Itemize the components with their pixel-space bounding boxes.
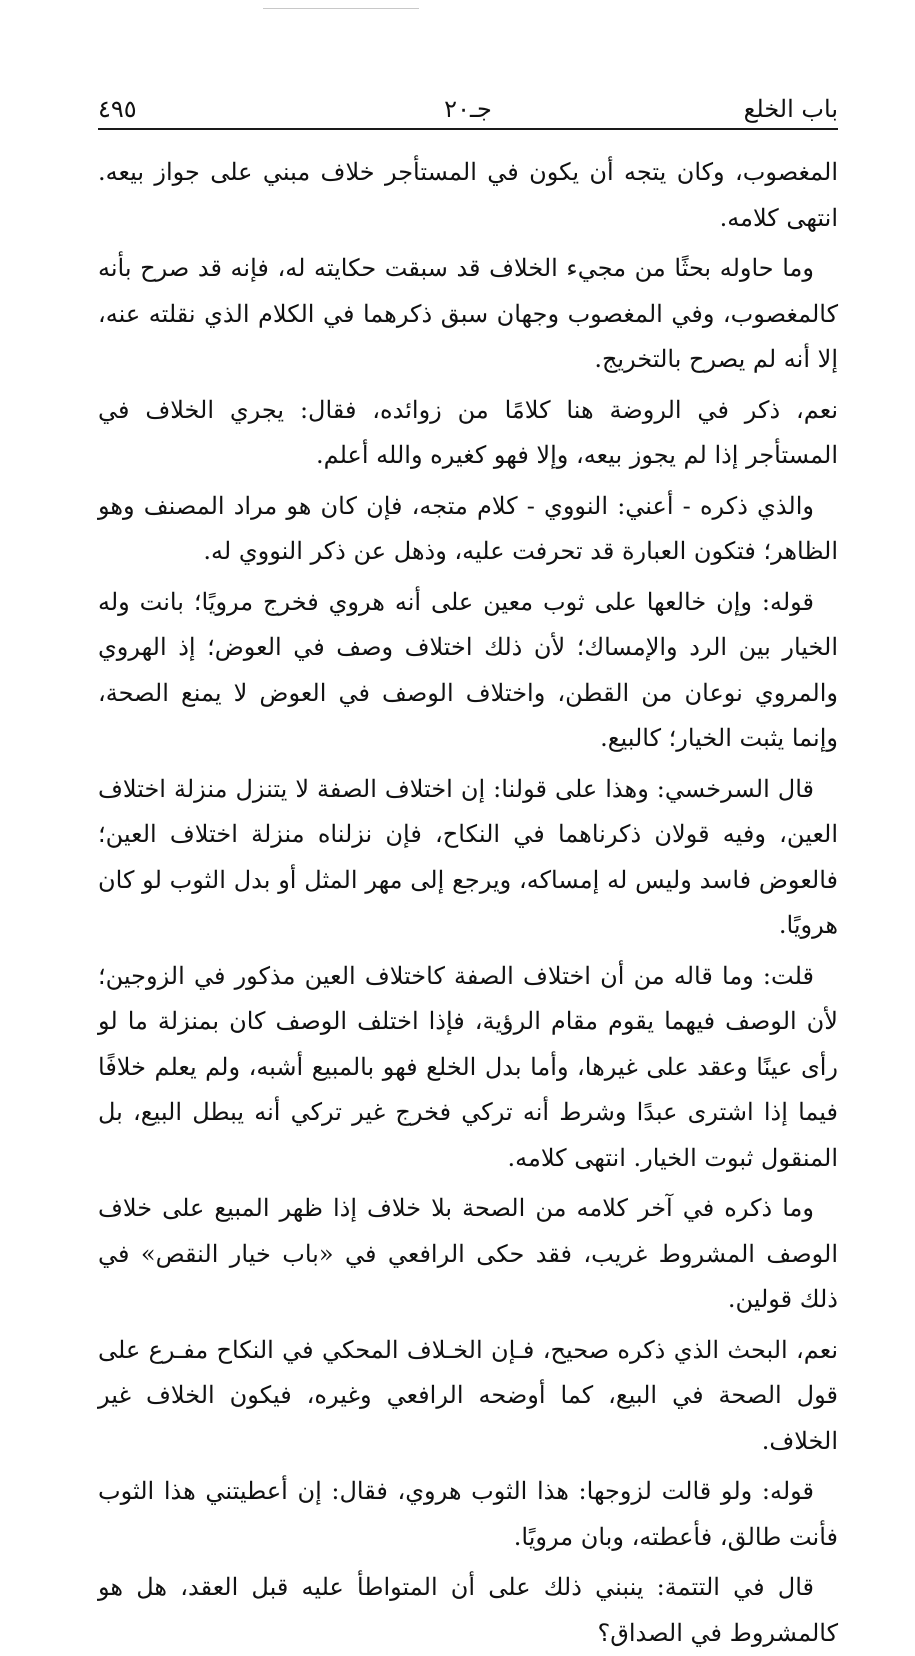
- running-header: [98, 94, 838, 130]
- paragraph: قوله: وإن خالعها على ثوب معين على أنه هروي فخرج مرويًا؛ بانت وله الخيار بين الرد والإمساك؛ لأن ذلك اختلاف وصف في العوض؛ إذ الهروي والمروي نوعان من القطن، واختلاف الوصف في العوض لا يمنع الصحة، وإنما يثبت الخيار؛ كالبيع.: [98, 587, 838, 752]
- paragraph: والذي ذكره - أعني: النووي - كلام متجه، فإن كان هو مراد المصنف وهو الظاهر؛ فتكون العبارة قد تحرفت عليه، وذهل عن ذكر النووي له.: [98, 491, 838, 565]
- paragraph: قال في التتمة: ينبني ذلك على أن المتواطأ عليه قبل العقد، هل هو كالمشروط في الصداق؟: [98, 1573, 838, 1647]
- header-page-number: ٤٩٥: [98, 95, 137, 123]
- paragraph: وما حاوله بحثًا من مجيء الخلاف قد سبقت حكايته له، فإنه قد صرح بأنه كالمغصوب، وفي المغصوب وجهان سبق ذكرهما في الكلام الذي نقلته عنه، إلا أنه لم يصرح بالتخريج.: [98, 254, 838, 373]
- header-rule: [98, 128, 838, 130]
- top-decorative-rule: [263, 8, 419, 9]
- paragraph: نعم، البحث الذي ذكره صحيح، فـإن الخـلاف المحكي في النكاح مفـرع على قول الصحة في البيع، كما أوضحه الرافعي وغيره، فيكون الخلاف غير الخلاف.: [98, 1335, 838, 1455]
- paragraph: قلت: وما قاله من أن اختلاف الصفة كاختلاف العين مذكور في الزوجين؛ لأن الوصف فيهما يقوم مقام الرؤية، فإذا اختلف الوصف كان بمنزلة ما لو رأى عينًا وعقد على غيرها، وأما بدل الخلع فهو بالمبيع أشبه، ولم يعلم خلافًا فيما إذا اشترى عبدًا وشرط أنه تركي فخرج غير تركي أنه يبطل البيع، بل المنقول ثبوت الخيار. انتهى كلامه.: [98, 961, 838, 1172]
- paragraph: المغصوب، وكان يتجه أن يكون في المستأجر خلاف مبني على جواز بيعه. انتهى كلامه.: [98, 158, 838, 232]
- paragraph: نعم، ذكر في الروضة هنا كلامًا من زوائده، فقال: يجري الخلاف في المستأجر إذا لم يجوز بيعه، وإلا فهو كغيره والله أعلم.: [98, 395, 838, 469]
- header-volume-number: جـ٢٠: [444, 95, 492, 123]
- paragraph: قوله: ولو قالت لزوجها: هذا الثوب هروي، فقال: إن أعطيتني هذا الثوب فأنت طالق، فأعطته، وبان مرويًا.: [98, 1477, 838, 1551]
- paragraph: قال السرخسي: وهذا على قولنا: إن اختلاف الصفة لا يتنزل منزلة اختلاف العين، وفيه قولان ذكرناهما في النكاح، فإن نزلناه منزلة اختلاف العين؛ فالعوض فاسد وليس له إمساكه، ويرجع إلى مهر المثل أو بدل الثوب لو كان هرويًا.: [98, 774, 839, 939]
- body-text: [98, 150, 839, 1647]
- header-section-title: باب الخلع: [743, 95, 838, 123]
- paragraph: وما ذكره في آخر كلامه من الصحة بلا خلاف إذا ظهر المبيع على خلاف الوصف المشروط غريب، فقد حكى الرافعي في «باب خيار النقص» في ذلك قولين.: [98, 1194, 838, 1313]
